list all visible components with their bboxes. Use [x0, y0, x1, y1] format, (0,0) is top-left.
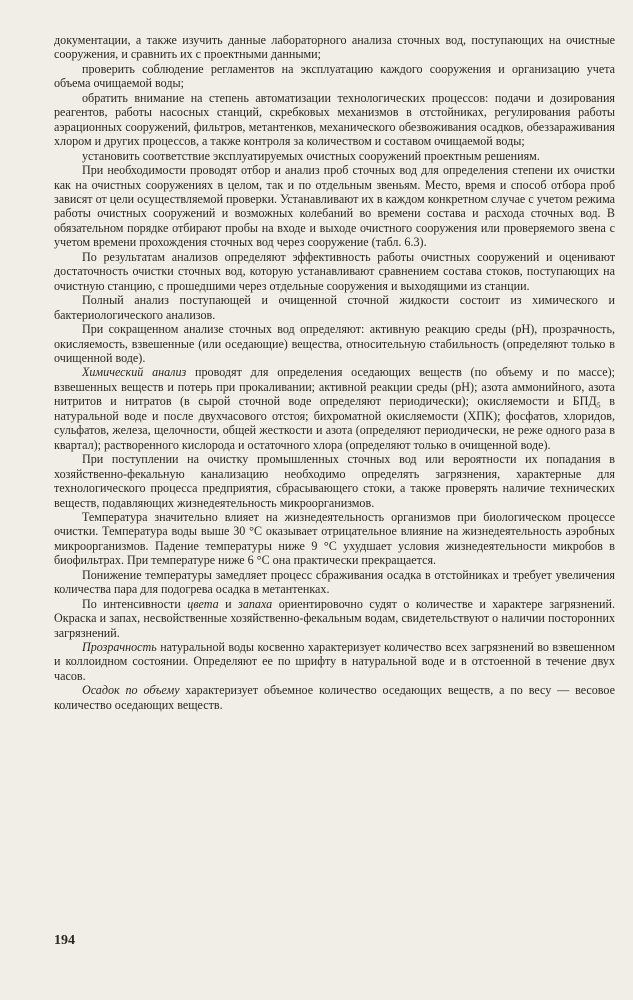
paragraph [54, 163, 615, 250]
text-run: обратить внимание на степень автоматизации технологических процессов: подачи и дозирования реагентов, работы насосных станций, скребковых механизмов в отстойниках, регулирования работы аэрационных сооружений, фильтров, метантенков, механического обезвоживания осадков, обеззараживания хлором и других процессов, а также контроля за количеством и составом очищаемой воды; [54, 90, 615, 149]
paragraph [54, 250, 615, 293]
text-run: При необходимости проводят отбор и анализ проб сточных вод для определения степени их очистки как на очистных сооружениях в целом, так и по отдельным звеньям. Место, время и способ отбора проб зависят от цели осуществляемой проверки. Устанавливают их в каждом конкретном случае с учетом режима работы очистных сооружений и возможных колебаний во времени состава и расхода сточных вод. В обязательном порядке отбирают пробы на входе и выходе очистного сооружения или проверяемого звена с учетом времени прохождения сточных вод через сооружение (табл. 6.3). [54, 163, 616, 250]
text-run: При сокращенном анализе сточных вод определяют: активную реакцию среды (pH), прозрачность, окисляемость, взвешенные (или оседающие) вещества, относительную стабильность (определяют только в очищенной воде). [54, 322, 615, 365]
paragraph [54, 510, 615, 568]
paragraph [54, 597, 615, 640]
text-run: документации, а также изучить данные лабораторного анализа сточных вод, поступающих на очистные сооружения, и сравнить их с проектными данными; [54, 33, 615, 62]
paragraph [54, 683, 615, 712]
page-number: 194 [54, 933, 75, 948]
text-run: По интенсивности [82, 596, 188, 611]
text-run: ориентировочно судят о количестве и характере загрязнений. Окраска и запах, несвойственные хозяйственно-фекальным водам, свидетельствуют о наличии посторонних загрязнений. [54, 596, 615, 640]
page-body-text [54, 33, 615, 712]
paragraph [54, 62, 615, 91]
text-run: и [218, 596, 239, 611]
text-run: проводят для определения оседающих веществ (по объему и по массе); взвешенных веществ и потерь при прокаливании; активной реакции среды (pH); азота аммонийного, азота нитритов и нитратов (в сырой сточной воде определяют периодически); окисляемости и БПД₅ в натуральной воде и после двухчасового отстоя; бихроматной окисляемости (ХПК); фосфатов, хлоридов, сульфатов, железа, щелочности, общей жесткости и азота (определяют периодически, не реже одного раза в квартал); растворенного кислорода и остаточного хлора (определяют только в очищенной воде). [54, 365, 616, 452]
paragraph [54, 568, 615, 597]
paragraph [54, 91, 615, 149]
paragraph [54, 293, 615, 322]
text-run: По результатам анализов определяют эффективность работы очистных сооружений и оценивают достаточность очистки сточных вод, которую устанавливают сравнением состава стоков, поступающих на очистную станцию, с прошедшими через отдельные сооружения и выходящими из станции. [54, 249, 615, 293]
paragraph [54, 322, 615, 365]
italic-term: Осадок по объему [82, 683, 180, 698]
paragraph [54, 452, 615, 510]
paragraph [54, 149, 615, 163]
paragraph [54, 640, 615, 683]
paragraph [54, 33, 615, 62]
text-run: установить соответствие эксплуатируемых очистных сооружений проектным решениям. [82, 148, 540, 163]
text-run: натуральной воды косвенно характеризует количество всех загрязнений во взвешенном и коллоидном состоянии. Определяют ее по шрифту в натуральной воде и в отстоенной в течение двух часов. [54, 640, 615, 683]
italic-term: Химический анализ [82, 365, 187, 380]
text-run: Полный анализ поступающей и очищенной сточной жидкости состоит из химического и бактериологического анализов. [54, 293, 615, 322]
paragraph [54, 365, 615, 452]
text-run: При поступлении на очистку промышленных сточных вод или вероятности их попадания в хозяйственно-фекальную канализацию необходимо определять загрязнения, характерные для технологического процесса предприятия, сбрасывающего стоки, а также проверять наличие технических веществ, подавляющих жизнедеятельность микроорганизмов. [54, 452, 615, 510]
text-run: Температура значительно влияет на жизнедеятельность организмов при биологическом процессе очистки. Температура воды выше 30 °С оказывает отрицательное влияние на жизнедеятельность аэробных микроорганизмов. Падение температуры ниже 9 °С ухудшает условия жизнедеятельности микробов в биофильтрах. При температуре ниже 6 °С она практически прекращается. [54, 509, 615, 568]
italic-term: запаха [238, 596, 273, 611]
italic-term: цвета [187, 596, 219, 611]
italic-term: Прозрачность [82, 640, 157, 655]
text-run: проверить соблюдение регламентов на эксплуатацию каждого сооружения и организацию учета объема очищаемой воды; [54, 61, 615, 91]
text-run: характеризует объемное количество оседающих веществ, а по весу — весовое количество оседающих веществ. [54, 683, 615, 712]
text-run: Понижение температуры замедляет процесс сбраживания осадка в отстойниках и требует увеличения количества пара для подогрева осадка в метантенках. [54, 567, 615, 597]
